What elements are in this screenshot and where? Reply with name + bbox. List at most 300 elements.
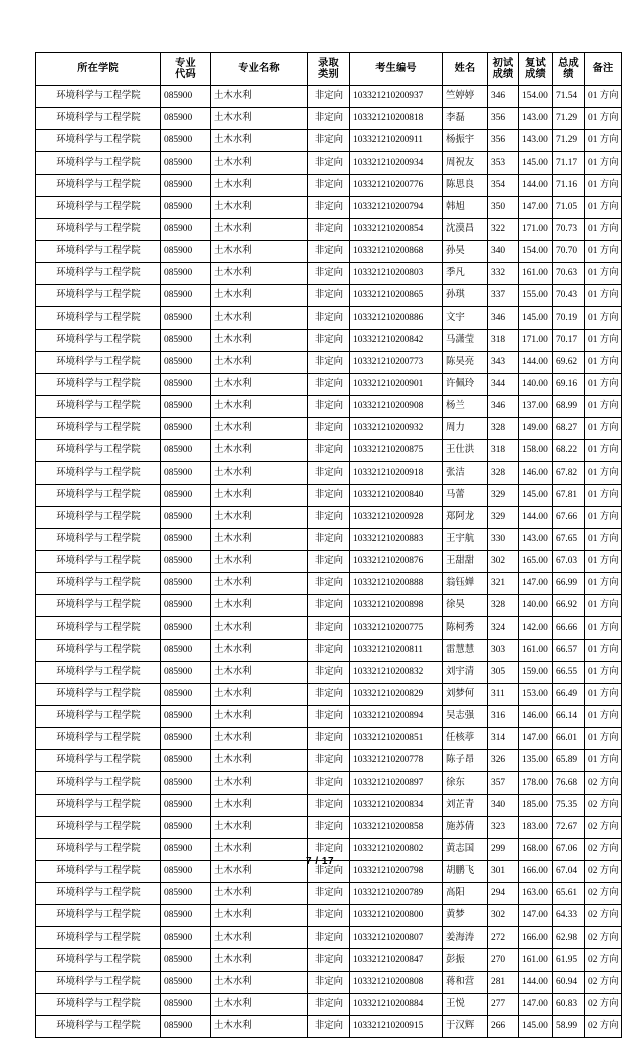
cell-total-score: 71.29 (553, 108, 585, 130)
cell-major-code: 085900 (161, 838, 211, 860)
cell-admission-type: 非定向 (308, 418, 350, 440)
table-row (36, 971, 622, 993)
cell-first-exam-score: 299 (488, 838, 519, 860)
cell-college: 环境科学与工程学院 (36, 573, 161, 595)
cell-admission-type: 非定向 (308, 174, 350, 196)
cell-remark: 01 方向 (585, 218, 622, 240)
cell-remark: 02 方向 (585, 949, 622, 971)
cell-exam-number: 103321210200868 (350, 240, 443, 262)
cell-name: 徐昊 (443, 595, 488, 617)
cell-second-exam-score: 137.00 (519, 395, 553, 417)
cell-admission-type: 非定向 (308, 506, 350, 528)
table-row (36, 661, 622, 683)
table-row (36, 218, 622, 240)
cell-college: 环境科学与工程学院 (36, 927, 161, 949)
cell-major-name: 土木水利 (211, 816, 308, 838)
cell-first-exam-score: 340 (488, 794, 519, 816)
cell-first-exam-score: 314 (488, 728, 519, 750)
cell-major-name: 土木水利 (211, 550, 308, 572)
cell-remark: 01 方向 (585, 240, 622, 262)
cell-total-score: 67.81 (553, 484, 585, 506)
cell-exam-number: 103321210200876 (350, 550, 443, 572)
table-row (36, 86, 622, 108)
cell-name: 沈漠昌 (443, 218, 488, 240)
cell-major-code: 085900 (161, 617, 211, 639)
cell-remark: 02 方向 (585, 772, 622, 794)
cell-second-exam-score: 145.00 (519, 1015, 553, 1037)
cell-major-name: 土木水利 (211, 883, 308, 905)
cell-admission-type: 非定向 (308, 329, 350, 351)
table-header-row (36, 53, 622, 86)
cell-name: 孙琪 (443, 285, 488, 307)
cell-remark: 02 方向 (585, 816, 622, 838)
cell-college: 环境科学与工程学院 (36, 108, 161, 130)
cell-college: 环境科学与工程学院 (36, 683, 161, 705)
cell-remark: 01 方向 (585, 661, 622, 683)
cell-remark: 01 方向 (585, 506, 622, 528)
column-header-second-exam-score-line1: 复试 (525, 57, 546, 69)
cell-name: 韩旭 (443, 196, 488, 218)
cell-total-score: 66.01 (553, 728, 585, 750)
cell-first-exam-score: 356 (488, 130, 519, 152)
cell-name: 李磊 (443, 108, 488, 130)
cell-admission-type: 非定向 (308, 373, 350, 395)
cell-exam-number: 103321210200888 (350, 573, 443, 595)
cell-admission-type: 非定向 (308, 550, 350, 572)
cell-first-exam-score: 321 (488, 573, 519, 595)
cell-exam-number: 103321210200778 (350, 750, 443, 772)
cell-remark: 01 方向 (585, 440, 622, 462)
column-header-admission-type-line1: 录取 (318, 57, 339, 69)
column-header-name-line1: 姓名 (454, 63, 476, 75)
column-header-exam-number (350, 53, 443, 86)
cell-total-score: 68.22 (553, 440, 585, 462)
cell-second-exam-score: 143.00 (519, 130, 553, 152)
cell-remark: 01 方向 (585, 484, 622, 506)
cell-remark: 01 方向 (585, 152, 622, 174)
table-row (36, 949, 622, 971)
cell-admission-type: 非定向 (308, 285, 350, 307)
cell-first-exam-score: 343 (488, 351, 519, 373)
cell-exam-number: 103321210200908 (350, 395, 443, 417)
cell-first-exam-score: 311 (488, 683, 519, 705)
cell-major-name: 土木水利 (211, 794, 308, 816)
cell-exam-number: 103321210200911 (350, 130, 443, 152)
table-row (36, 728, 622, 750)
admission-score-table (35, 52, 622, 1038)
cell-remark: 01 方向 (585, 573, 622, 595)
cell-admission-type: 非定向 (308, 905, 350, 927)
column-header-major-code-line2: 代码 (175, 69, 196, 80)
cell-admission-type: 非定向 (308, 661, 350, 683)
cell-major-name: 土木水利 (211, 418, 308, 440)
cell-remark: 01 方向 (585, 462, 622, 484)
cell-remark: 01 方向 (585, 130, 622, 152)
cell-admission-type: 非定向 (308, 196, 350, 218)
cell-name: 竺婷婷 (443, 86, 488, 108)
cell-college: 环境科学与工程学院 (36, 750, 161, 772)
table-row (36, 484, 622, 506)
cell-major-name: 土木水利 (211, 263, 308, 285)
cell-major-name: 土木水利 (211, 86, 308, 108)
column-header-college-line1: 所在学院 (77, 63, 119, 75)
cell-total-score: 70.19 (553, 307, 585, 329)
cell-remark: 01 方向 (585, 108, 622, 130)
table-row (36, 351, 622, 373)
cell-first-exam-score: 326 (488, 750, 519, 772)
cell-first-exam-score: 346 (488, 86, 519, 108)
cell-admission-type: 非定向 (308, 307, 350, 329)
cell-admission-type: 非定向 (308, 683, 350, 705)
cell-name: 郑阿龙 (443, 506, 488, 528)
cell-college: 环境科学与工程学院 (36, 218, 161, 240)
cell-college: 环境科学与工程学院 (36, 329, 161, 351)
column-header-major-name-line1: 专业名称 (238, 63, 280, 75)
cell-remark: 01 方向 (585, 683, 622, 705)
cell-admission-type: 非定向 (308, 240, 350, 262)
cell-total-score: 66.49 (553, 683, 585, 705)
cell-total-score: 67.04 (553, 860, 585, 882)
cell-exam-number: 103321210200897 (350, 772, 443, 794)
cell-total-score: 67.66 (553, 506, 585, 528)
cell-exam-number: 103321210200802 (350, 838, 443, 860)
cell-total-score: 71.17 (553, 152, 585, 174)
cell-second-exam-score: 147.00 (519, 573, 553, 595)
cell-college: 环境科学与工程学院 (36, 196, 161, 218)
table-row (36, 174, 622, 196)
cell-college: 环境科学与工程学院 (36, 440, 161, 462)
cell-exam-number: 103321210200773 (350, 351, 443, 373)
cell-major-name: 土木水利 (211, 1015, 308, 1037)
cell-total-score: 70.63 (553, 263, 585, 285)
cell-admission-type: 非定向 (308, 484, 350, 506)
cell-first-exam-score: 323 (488, 816, 519, 838)
cell-remark: 01 方向 (585, 705, 622, 727)
cell-name: 文宇 (443, 307, 488, 329)
cell-second-exam-score: 161.00 (519, 639, 553, 661)
cell-first-exam-score: 328 (488, 418, 519, 440)
cell-major-code: 085900 (161, 263, 211, 285)
cell-name: 吴志强 (443, 705, 488, 727)
cell-major-code: 085900 (161, 750, 211, 772)
table-row (36, 440, 622, 462)
cell-major-name: 土木水利 (211, 351, 308, 373)
column-header-college (36, 53, 161, 86)
table-body (36, 86, 622, 1038)
cell-name: 马蕾 (443, 484, 488, 506)
cell-major-code: 085900 (161, 196, 211, 218)
cell-remark: 01 方向 (585, 329, 622, 351)
cell-exam-number: 103321210200803 (350, 263, 443, 285)
cell-college: 环境科学与工程学院 (36, 772, 161, 794)
cell-total-score: 71.54 (553, 86, 585, 108)
cell-major-code: 085900 (161, 86, 211, 108)
cell-remark: 02 方向 (585, 971, 622, 993)
cell-major-name: 土木水利 (211, 661, 308, 683)
cell-exam-number: 103321210200901 (350, 373, 443, 395)
cell-admission-type: 非定向 (308, 617, 350, 639)
cell-remark: 01 方向 (585, 86, 622, 108)
cell-second-exam-score: 144.00 (519, 351, 553, 373)
cell-exam-number: 103321210200834 (350, 794, 443, 816)
cell-total-score: 67.82 (553, 462, 585, 484)
cell-major-code: 085900 (161, 440, 211, 462)
table-row (36, 550, 622, 572)
table-row (36, 462, 622, 484)
cell-exam-number: 103321210200915 (350, 1015, 443, 1037)
cell-total-score: 66.99 (553, 573, 585, 595)
cell-total-score: 71.16 (553, 174, 585, 196)
cell-major-name: 土木水利 (211, 750, 308, 772)
cell-major-name: 土木水利 (211, 927, 308, 949)
cell-second-exam-score: 159.00 (519, 661, 553, 683)
cell-name: 徐东 (443, 772, 488, 794)
cell-exam-number: 103321210200886 (350, 307, 443, 329)
cell-college: 环境科学与工程学院 (36, 130, 161, 152)
cell-second-exam-score: 144.00 (519, 971, 553, 993)
cell-college: 环境科学与工程学院 (36, 263, 161, 285)
cell-second-exam-score: 140.00 (519, 373, 553, 395)
cell-total-score: 60.94 (553, 971, 585, 993)
cell-name: 许佩玲 (443, 373, 488, 395)
cell-major-name: 土木水利 (211, 993, 308, 1015)
column-header-major-name (211, 53, 308, 86)
cell-remark: 01 方向 (585, 595, 622, 617)
cell-major-name: 土木水利 (211, 152, 308, 174)
cell-exam-number: 103321210200858 (350, 816, 443, 838)
cell-major-name: 土木水利 (211, 905, 308, 927)
cell-admission-type: 非定向 (308, 462, 350, 484)
cell-major-name: 土木水利 (211, 373, 308, 395)
table-row (36, 816, 622, 838)
column-header-exam-number-line1: 考生编号 (375, 63, 417, 75)
cell-college: 环境科学与工程学院 (36, 462, 161, 484)
cell-name: 杨振宇 (443, 130, 488, 152)
cell-major-name: 土木水利 (211, 971, 308, 993)
cell-first-exam-score: 305 (488, 661, 519, 683)
cell-name: 于汉辉 (443, 1015, 488, 1037)
cell-name: 张洁 (443, 462, 488, 484)
cell-second-exam-score: 143.00 (519, 528, 553, 550)
cell-college: 环境科学与工程学院 (36, 418, 161, 440)
cell-admission-type: 非定向 (308, 86, 350, 108)
cell-second-exam-score: 146.00 (519, 705, 553, 727)
cell-name: 王仕洪 (443, 440, 488, 462)
cell-admission-type: 非定向 (308, 440, 350, 462)
cell-second-exam-score: 144.00 (519, 174, 553, 196)
cell-major-code: 085900 (161, 905, 211, 927)
table-row (36, 573, 622, 595)
table-row (36, 794, 622, 816)
cell-remark: 02 方向 (585, 860, 622, 882)
column-header-name (443, 53, 488, 86)
table-row (36, 528, 622, 550)
cell-college: 环境科学与工程学院 (36, 617, 161, 639)
cell-college: 环境科学与工程学院 (36, 484, 161, 506)
cell-college: 环境科学与工程学院 (36, 905, 161, 927)
cell-admission-type: 非定向 (308, 1015, 350, 1037)
cell-first-exam-score: 328 (488, 595, 519, 617)
cell-second-exam-score: 163.00 (519, 883, 553, 905)
cell-major-code: 085900 (161, 772, 211, 794)
cell-exam-number: 103321210200875 (350, 440, 443, 462)
cell-first-exam-score: 318 (488, 440, 519, 462)
cell-total-score: 65.89 (553, 750, 585, 772)
cell-admission-type: 非定向 (308, 130, 350, 152)
cell-major-code: 085900 (161, 1015, 211, 1037)
cell-first-exam-score: 337 (488, 285, 519, 307)
cell-total-score: 66.55 (553, 661, 585, 683)
cell-total-score: 68.99 (553, 395, 585, 417)
cell-total-score: 70.17 (553, 329, 585, 351)
cell-first-exam-score: 346 (488, 307, 519, 329)
cell-total-score: 67.03 (553, 550, 585, 572)
cell-total-score: 76.68 (553, 772, 585, 794)
cell-major-code: 085900 (161, 218, 211, 240)
cell-major-name: 土木水利 (211, 307, 308, 329)
cell-total-score: 66.92 (553, 595, 585, 617)
cell-second-exam-score: 145.00 (519, 152, 553, 174)
cell-name: 刘宇清 (443, 661, 488, 683)
column-header-second-exam-score-line2: 成绩 (525, 69, 546, 80)
cell-exam-number: 103321210200808 (350, 971, 443, 993)
cell-name: 陈子昂 (443, 750, 488, 772)
cell-exam-number: 103321210200854 (350, 218, 443, 240)
cell-major-code: 085900 (161, 484, 211, 506)
cell-admission-type: 非定向 (308, 573, 350, 595)
cell-major-code: 085900 (161, 971, 211, 993)
column-header-first-exam-score-line2: 成绩 (492, 69, 514, 80)
cell-college: 环境科学与工程学院 (36, 307, 161, 329)
table-row (36, 395, 622, 417)
cell-first-exam-score: 346 (488, 395, 519, 417)
column-header-admission-type (308, 53, 350, 86)
cell-major-name: 土木水利 (211, 838, 308, 860)
cell-major-name: 土木水利 (211, 329, 308, 351)
cell-admission-type: 非定向 (308, 263, 350, 285)
cell-major-name: 土木水利 (211, 573, 308, 595)
cell-major-name: 土木水利 (211, 860, 308, 882)
cell-first-exam-score: 322 (488, 218, 519, 240)
cell-exam-number: 103321210200884 (350, 993, 443, 1015)
cell-major-code: 085900 (161, 130, 211, 152)
cell-total-score: 60.83 (553, 993, 585, 1015)
cell-exam-number: 103321210200807 (350, 927, 443, 949)
cell-second-exam-score: 166.00 (519, 927, 553, 949)
cell-name: 翁钰婵 (443, 573, 488, 595)
cell-admission-type: 非定向 (308, 152, 350, 174)
cell-college: 环境科学与工程学院 (36, 550, 161, 572)
cell-admission-type: 非定向 (308, 395, 350, 417)
cell-major-code: 085900 (161, 639, 211, 661)
cell-name: 季凡 (443, 263, 488, 285)
cell-first-exam-score: 328 (488, 462, 519, 484)
cell-second-exam-score: 178.00 (519, 772, 553, 794)
cell-major-code: 085900 (161, 550, 211, 572)
cell-second-exam-score: 143.00 (519, 108, 553, 130)
cell-name: 刘梦何 (443, 683, 488, 705)
cell-admission-type: 非定向 (308, 772, 350, 794)
cell-major-code: 085900 (161, 108, 211, 130)
cell-remark: 01 方向 (585, 528, 622, 550)
cell-first-exam-score: 270 (488, 949, 519, 971)
cell-first-exam-score: 344 (488, 373, 519, 395)
cell-first-exam-score: 353 (488, 152, 519, 174)
cell-major-name: 土木水利 (211, 240, 308, 262)
cell-admission-type: 非定向 (308, 816, 350, 838)
cell-major-code: 085900 (161, 683, 211, 705)
cell-major-code: 085900 (161, 728, 211, 750)
cell-total-score: 68.27 (553, 418, 585, 440)
cell-second-exam-score: 155.00 (519, 285, 553, 307)
cell-total-score: 64.33 (553, 905, 585, 927)
cell-second-exam-score: 185.00 (519, 794, 553, 816)
cell-remark: 01 方向 (585, 307, 622, 329)
cell-name: 姜海涛 (443, 927, 488, 949)
cell-remark: 01 方向 (585, 263, 622, 285)
cell-major-name: 土木水利 (211, 218, 308, 240)
cell-admission-type: 非定向 (308, 639, 350, 661)
cell-admission-type: 非定向 (308, 949, 350, 971)
cell-first-exam-score: 329 (488, 484, 519, 506)
cell-exam-number: 103321210200847 (350, 949, 443, 971)
cell-college: 环境科学与工程学院 (36, 395, 161, 417)
cell-total-score: 65.61 (553, 883, 585, 905)
cell-first-exam-score: 330 (488, 528, 519, 550)
cell-major-name: 土木水利 (211, 617, 308, 639)
cell-exam-number: 103321210200865 (350, 285, 443, 307)
cell-major-code: 085900 (161, 993, 211, 1015)
cell-exam-number: 103321210200842 (350, 329, 443, 351)
table-row (36, 240, 622, 262)
cell-major-name: 土木水利 (211, 196, 308, 218)
table-row (36, 152, 622, 174)
cell-major-name: 土木水利 (211, 506, 308, 528)
table-header (36, 53, 622, 86)
column-header-major-code (161, 53, 211, 86)
cell-college: 环境科学与工程学院 (36, 86, 161, 108)
cell-name: 王宇航 (443, 528, 488, 550)
cell-name: 孙昊 (443, 240, 488, 262)
cell-second-exam-score: 147.00 (519, 728, 553, 750)
cell-second-exam-score: 168.00 (519, 838, 553, 860)
cell-exam-number: 103321210200789 (350, 883, 443, 905)
cell-name: 王悦 (443, 993, 488, 1015)
cell-college: 环境科学与工程学院 (36, 351, 161, 373)
cell-admission-type: 非定向 (308, 971, 350, 993)
table-row (36, 750, 622, 772)
cell-major-name: 土木水利 (211, 683, 308, 705)
table-row (36, 307, 622, 329)
cell-admission-type: 非定向 (308, 860, 350, 882)
cell-remark: 01 方向 (585, 351, 622, 373)
cell-admission-type: 非定向 (308, 705, 350, 727)
cell-total-score: 66.66 (553, 617, 585, 639)
cell-college: 环境科学与工程学院 (36, 860, 161, 882)
table-row (36, 705, 622, 727)
cell-admission-type: 非定向 (308, 108, 350, 130)
cell-admission-type: 非定向 (308, 750, 350, 772)
cell-first-exam-score: 318 (488, 329, 519, 351)
page-number: 7 / 17 (305, 856, 335, 867)
cell-major-code: 085900 (161, 307, 211, 329)
cell-major-name: 土木水利 (211, 528, 308, 550)
cell-second-exam-score: 146.00 (519, 462, 553, 484)
cell-remark: 02 方向 (585, 1015, 622, 1037)
cell-second-exam-score: 147.00 (519, 993, 553, 1015)
cell-major-code: 085900 (161, 285, 211, 307)
cell-remark: 01 方向 (585, 750, 622, 772)
